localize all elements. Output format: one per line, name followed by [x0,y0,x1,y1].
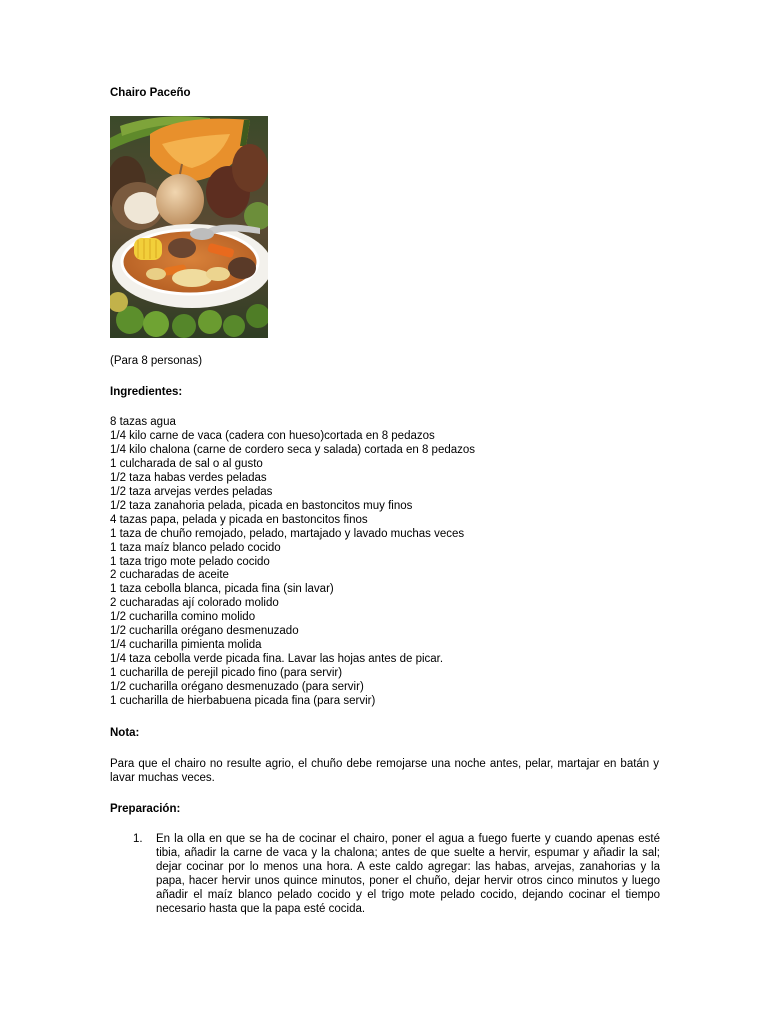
step-number: 1. [133,833,143,845]
ingredient-item: 1 culcharada de sal o al gusto [110,457,263,470]
preparation-step [110,833,660,917]
preparation-steps [110,833,660,917]
recipe-title: Chairo Paceño [110,87,191,99]
soup-bowl-illustration [110,116,268,338]
ingredient-item: 1 taza cebolla blanca, picada fina (sin lavar) [110,583,334,596]
ingredient-item: 1/2 cucharilla comino molido [110,611,256,624]
ingredient-item: 2 cucharadas ají colorado molido [110,597,279,610]
ingredient-item: 1/4 kilo chalona (carne de cordero seca y salada) cortada en 8 pedazos [110,443,476,456]
ingredient-item: 1 cucharilla de perejil picado fino (para servir) [110,667,343,680]
ingredient-item: 1/4 cucharilla pimienta molida [110,639,262,652]
ingredient-item: 1 cucharilla de hierbabuena picada fina (para servir) [110,695,376,708]
servings-text: (Para 8 personas) [110,355,203,367]
ingredient-item: 1/4 taza cebolla verde picada fina. Lavar las hojas antes de picar. [110,653,444,666]
soup-photo [110,116,268,338]
ingredients-list [110,416,475,709]
note-text: Para que el chairo no resulte agrio, el chuño debe remojarse una noche antes, pelar, martajar en batán y lavar muchas veces. [110,758,659,784]
ingredient-item: 1/4 kilo carne de vaca (cadera con hueso)cortada en 8 pedazos [110,429,435,442]
ingredient-item: 2 cucharadas de aceite [110,569,229,582]
ingredient-item: 1/2 taza zanahoria pelada, picada en bastoncitos muy finos [110,499,413,512]
ingredient-item: 4 tazas papa, pelada y picada en bastoncitos finos [110,513,368,526]
note-heading: Nota: [110,727,140,739]
ingredient-item: 1/2 cucharilla orégano desmenuzado (para servir) [110,681,364,694]
ingredient-item: 1 taza maíz blanco pelado cocido [110,541,281,554]
ingredient-item: 8 tazas agua [110,416,176,428]
ingredient-item: 1/2 taza arvejas verdes peladas [110,485,273,498]
step-text: En la olla en que se ha de cocinar el chairo, poner el agua a fuego fuerte y cuando apenas esté tibia, añadir la carne de vaca y la chalona; antes de que suelte a hervir, espumar y añadir la sal; dejar cocinar por lo menos una hora. A este caldo agregar: las habas, arvejas, zanahorias y la papa, hacer hervir unos quince minutos, poner el chuño, dejar hervir otros cinco minutos y luego añadir el maíz blanco pelado cocido y el trigo mote pelado cocido, dejando cocinar el tiempo necesario hasta que la papa esté cocida. [156,833,660,915]
ingredients-heading: Ingredientes: [110,386,183,398]
ingredient-item: 1 taza de chuño remojado, pelado, martajado y lavado muchas veces [110,527,465,540]
preparation-heading: Preparación: [110,803,181,815]
ingredient-item: 1 taza trigo mote pelado cocido [110,555,270,568]
ingredient-item: 1/2 taza habas verdes peladas [110,471,267,484]
ingredient-item: 1/2 cucharilla orégano desmenuzado [110,625,299,638]
